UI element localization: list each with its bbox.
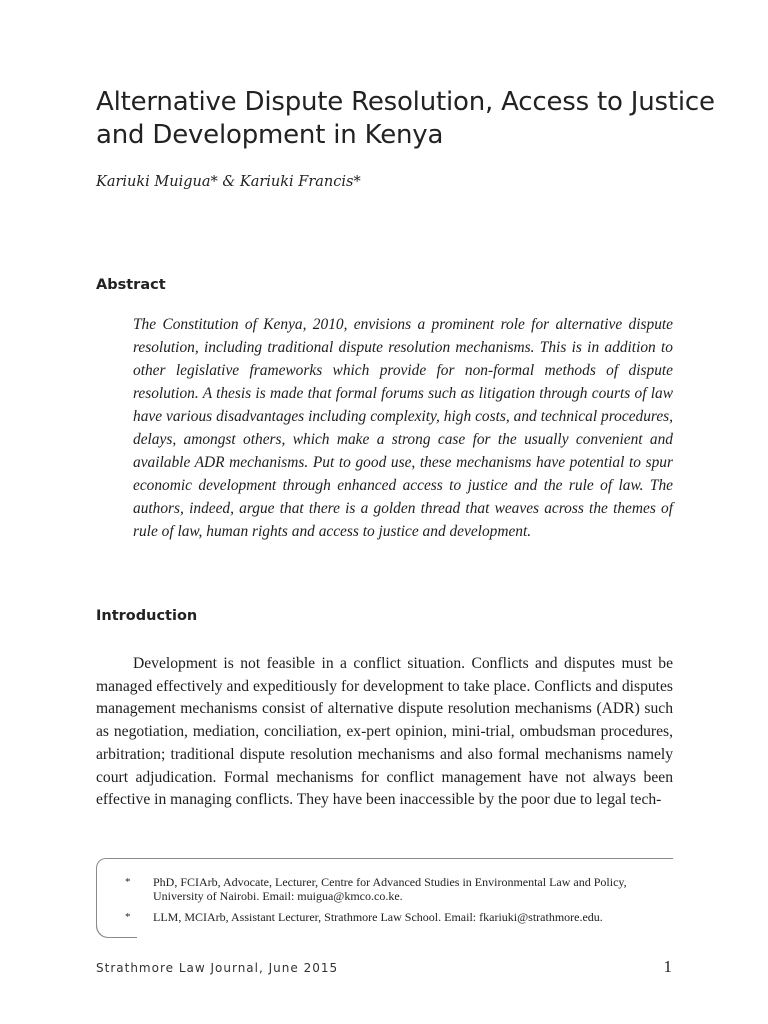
footnote-1-mark: * [125, 876, 131, 888]
author-line: Kariuki Muigua* & Kariuki Francis* [96, 174, 361, 190]
abstract-text: The Constitution of Kenya, 2010, envisions a prominent role for alternative dispute resolution, including traditional dispute resolution mechanisms. This is in addition to other legislative frameworks which provide for non-formal methods of dispute resolution. A thesis is made that formal forums such as litigation through courts of law have various disadvantages including complexity, high costs, and technical procedures, delays, amongst others, which make a strong case for the usually convenient and available ADR mechanisms. Put to good use, these mechanisms have potential to spur economic development through enhanced access to justice and the rule of law. The authors, indeed, argue that there is a golden thread that weaves across the themes of rule of law, human rights and access to justice and development. [133, 316, 673, 540]
journal-footer: Strathmore Law Journal, June 2015 [96, 961, 339, 975]
footnotes-box [96, 858, 673, 937]
footnote-2-mark: * [125, 911, 131, 923]
footnote-2-text: LLM, MCIArb, Assistant Lecturer, Strathmore Law School. Email: fkariuki@strathmore.edu. [153, 910, 603, 924]
paper-title: Alternative Dispute Resolution, Access to Justice and Development in Kenya [96, 87, 715, 150]
introduction-heading: Introduction [96, 608, 198, 624]
introduction-paragraph: Development is not feasible in a conflict situation. Conflicts and disputes must be managed effectively and expeditiously for development to take place. Conflicts and disputes management mechanisms consist of alternative dispute resolution mechanisms (ADR) such as negotiation, mediation, conciliation, ex-pert opinion, mini-trial, ombudsman procedures, arbitration; traditional dispute resolution mechanisms and also formal mechanisms namely court adjudication. Formal mechanisms for conflict management have not always been effective in managing conflicts. They have been inaccessible by the poor due to legal tech- [96, 655, 673, 809]
footnote-1-text: PhD, FCIArb, Advocate, Lecturer, Centre for Advanced Studies in Environmental Law and Policy, University of Nairobi. Email: muigua@kmco.co.ke. [153, 875, 627, 903]
footnote-2 [125, 910, 653, 924]
page-number: 1 [663, 957, 672, 976]
footnote-1 [125, 875, 653, 903]
abstract-heading: Abstract [96, 277, 166, 293]
